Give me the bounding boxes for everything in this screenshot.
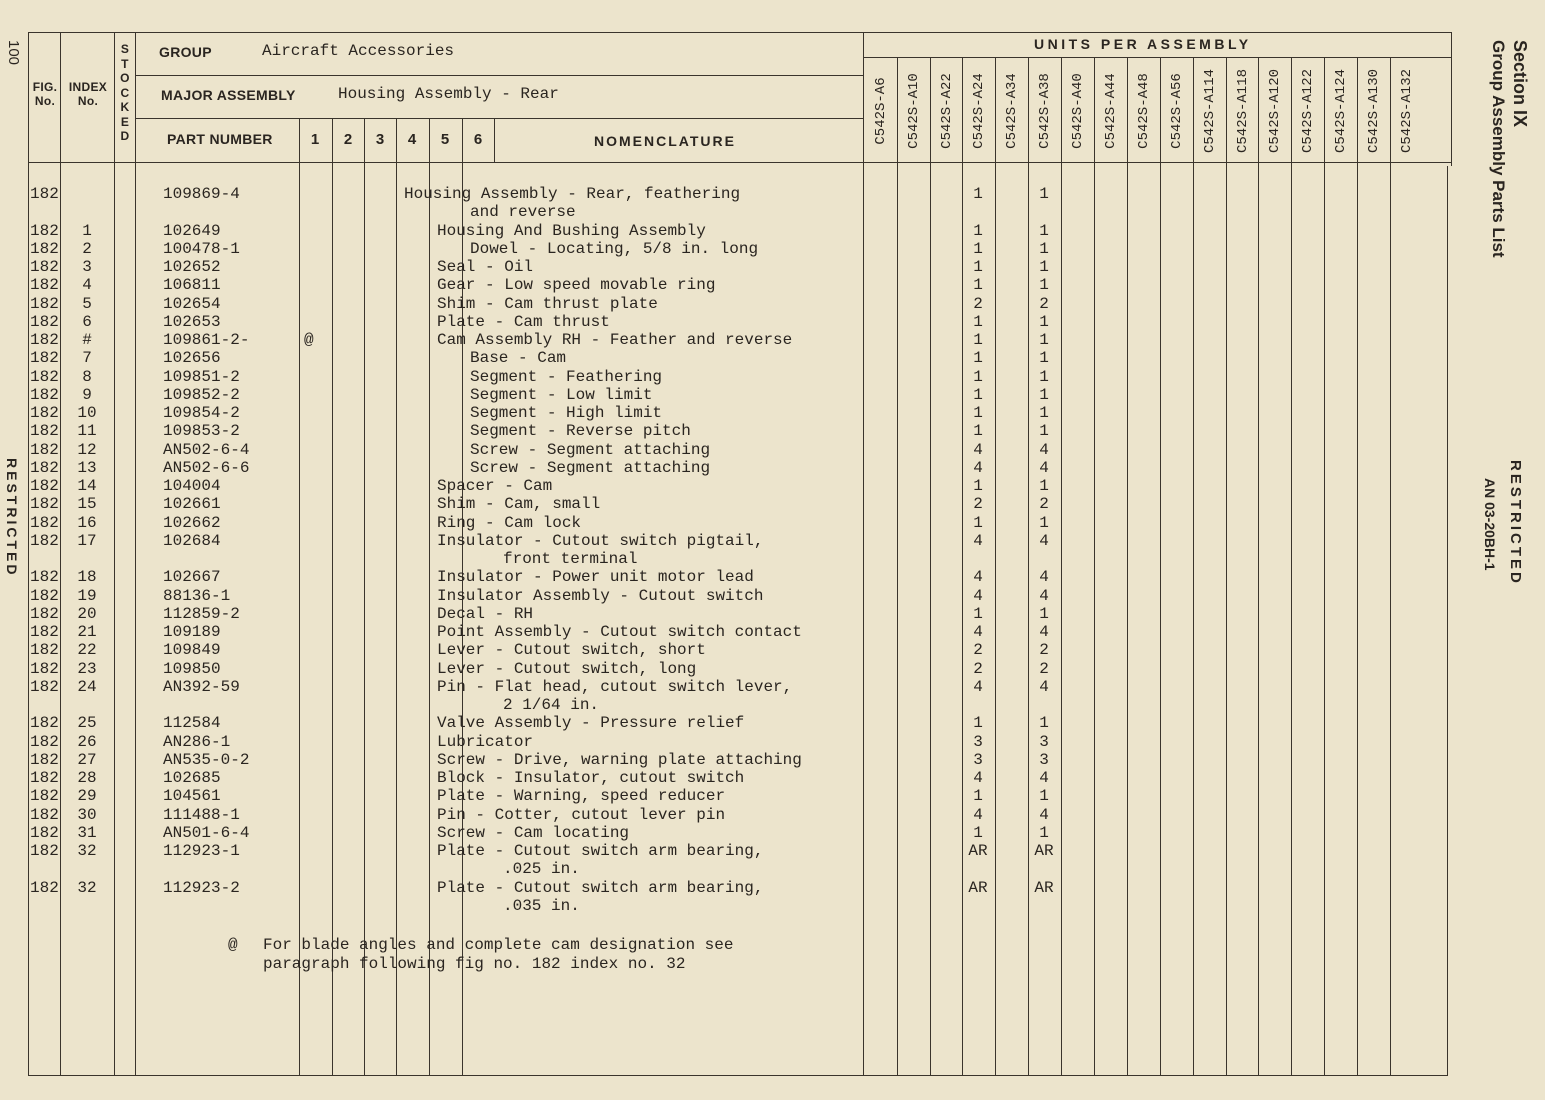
indent-level-2: 2 <box>343 131 353 148</box>
cell-a24: 2 <box>973 495 983 514</box>
cell-a38: 1 <box>1039 477 1049 495</box>
cell-part: 88136-1 <box>163 586 231 605</box>
footnote-line-1: For blade angles and complete cam designation see <box>263 936 734 954</box>
unit-column-c542s-a34: C542S-A34 <box>1004 72 1020 149</box>
cell-idx: 16 <box>77 513 97 532</box>
unit-column-c542s-a124: C542S-A124 <box>1333 68 1349 153</box>
cell-nom: Pin - Cotter, cutout lever pin <box>437 805 726 824</box>
unit-column-c542s-a22: C542S-A22 <box>939 72 955 149</box>
cell-fig: 182 <box>30 586 59 605</box>
section-title: Section IX <box>1510 40 1530 128</box>
cell-a38: 4 <box>1039 677 1049 696</box>
cell-a38: AR <box>1034 842 1054 860</box>
cell-a38: 1 <box>1039 714 1049 733</box>
cell-nom: Segment - Reverse pitch <box>470 422 691 441</box>
cell-part: 112923-2 <box>163 878 240 897</box>
cell-nom: Screw - Cam locating <box>437 823 630 842</box>
cell-idx: 14 <box>77 477 97 495</box>
cell-fig: 182 <box>30 185 59 203</box>
cell-fig: 182 <box>30 385 59 404</box>
cell-part: 102652 <box>163 258 221 276</box>
cell-fig: 182 <box>30 367 59 386</box>
indent-level-6: 6 <box>473 131 483 148</box>
cell-a24: 1 <box>973 331 983 349</box>
cell-a24: 1 <box>973 477 983 495</box>
cell-a38: 1 <box>1039 239 1049 258</box>
table-row <box>0 185 1545 203</box>
cell-part: AN502-6-6 <box>163 458 250 477</box>
cell-idx: 8 <box>82 367 92 386</box>
cell-a24: 1 <box>973 787 983 806</box>
cell-idx: 17 <box>77 531 97 550</box>
cell-a24: AR <box>968 842 988 860</box>
cell-a38: 4 <box>1039 805 1049 824</box>
cell-fig: 182 <box>30 823 59 842</box>
unit-column-c542s-a56: C542S-A56 <box>1169 72 1185 149</box>
unit-column-c542s-a44: C542S-A44 <box>1103 72 1119 149</box>
cell-nom: .035 in. <box>503 896 580 915</box>
unit-column-c542s-a122: C542S-A122 <box>1300 68 1316 153</box>
cell-idx: 30 <box>77 805 97 824</box>
cell-fig: 182 <box>30 477 59 495</box>
restricted-right: RESTRICTED <box>1507 460 1524 586</box>
cell-a24: AR <box>968 878 988 897</box>
cell-nom: Insulator Assembly - Cutout switch <box>437 586 764 605</box>
cell-a24: 1 <box>973 258 983 276</box>
cell-idx: 7 <box>82 349 92 368</box>
cell-nom: Insulator - Power unit motor lead <box>437 568 754 587</box>
cell-fig: 182 <box>30 221 59 240</box>
unit-column-c542s-a10: C542S-A10 <box>906 72 922 149</box>
cell-fig: 182 <box>30 732 59 751</box>
section-subtitle: Group Assembly Parts List <box>1489 40 1508 258</box>
cell-a24: 4 <box>973 805 983 824</box>
part-number-label: PART NUMBER <box>167 131 273 147</box>
cell-a24: 1 <box>973 714 983 733</box>
cell-fig: 182 <box>30 331 59 349</box>
cell-fig: 182 <box>30 294 59 313</box>
cell-part: 109869-4 <box>163 185 240 203</box>
cell-nom: Screw - Segment attaching <box>470 458 711 477</box>
table-row <box>0 860 1545 878</box>
cell-fig: 182 <box>30 659 59 678</box>
cell-idx: 26 <box>77 732 97 751</box>
table-row <box>0 222 1545 240</box>
cell-a38: 1 <box>1039 258 1049 276</box>
cell-a24: 1 <box>973 312 983 331</box>
cell-idx: 22 <box>77 641 97 660</box>
table-row <box>0 879 1545 897</box>
table-row <box>0 806 1545 824</box>
table-row <box>0 459 1545 477</box>
cell-nom: Pin - Flat head, cutout switch lever, <box>437 677 793 696</box>
table-row <box>0 203 1545 221</box>
cell-nom: Housing Assembly - Rear, feathering <box>404 185 741 203</box>
cell-part: 109850 <box>163 659 221 678</box>
unit-column-c542s-a132: C542S-A132 <box>1399 68 1415 153</box>
table-row <box>0 641 1545 659</box>
cell-part: 112584 <box>163 714 221 733</box>
table-row <box>0 787 1545 805</box>
cell-a38: 2 <box>1039 659 1049 678</box>
cell-part: 102656 <box>163 349 221 368</box>
cell-fig: 182 <box>30 604 59 623</box>
cell-a38: 4 <box>1039 440 1049 459</box>
cell-part: AN501-6-4 <box>163 823 250 842</box>
cell-idx: 25 <box>77 714 97 733</box>
cell-idx: 18 <box>77 568 97 587</box>
cell-fig: 182 <box>30 312 59 331</box>
cell-part: 109189 <box>163 623 221 641</box>
cell-a24: 4 <box>973 531 983 550</box>
cell-fig: 182 <box>30 513 59 532</box>
table-row <box>0 696 1545 714</box>
cell-part: 109854-2 <box>163 404 240 422</box>
cell-a38: 2 <box>1039 294 1049 313</box>
cell-nom: Shim - Cam thrust plate <box>437 294 658 313</box>
table-row <box>0 349 1545 367</box>
cell-fig: 182 <box>30 842 59 860</box>
doc-number: AN 03-20BH-1 <box>1482 478 1498 571</box>
cell-part: 109853-2 <box>163 422 240 441</box>
cell-part: AN392-59 <box>163 677 240 696</box>
unit-column-c542s-a6: C542S-A6 <box>873 76 889 145</box>
cell-idx: 5 <box>82 294 92 313</box>
indent-level-5: 5 <box>440 131 450 148</box>
cell-idx: 23 <box>77 659 97 678</box>
restricted-left: RESTRICTED <box>4 458 20 578</box>
cell-nom: Segment - Low limit <box>470 385 653 404</box>
cell-idx: 19 <box>77 586 97 605</box>
cell-a38: 1 <box>1039 404 1049 422</box>
cell-part: 104561 <box>163 787 221 806</box>
cell-idx: 32 <box>77 878 97 897</box>
cell-idx: # <box>82 331 92 349</box>
table-row <box>0 386 1545 404</box>
cell-fig: 182 <box>30 495 59 514</box>
cell-nom: Dowel - Locating, 5/8 in. long <box>470 239 759 258</box>
cell-fig: 182 <box>30 531 59 550</box>
cell-nom: front terminal <box>503 550 638 568</box>
cell-a38: 4 <box>1039 586 1049 605</box>
cell-fig: 182 <box>30 276 59 295</box>
cell-idx: 28 <box>77 769 97 787</box>
cell-nom: Block - Insulator, cutout switch <box>437 769 745 787</box>
cell-part: 102662 <box>163 513 221 532</box>
table-row <box>0 240 1545 258</box>
cell-part: 106811 <box>163 276 221 295</box>
cell-nom: Segment - High limit <box>470 404 663 422</box>
cell-idx: 31 <box>77 823 97 842</box>
cell-nom: Lever - Cutout switch, short <box>437 641 706 660</box>
cell-a38: 1 <box>1039 367 1049 386</box>
cell-fig: 182 <box>30 349 59 368</box>
cell-fig: 182 <box>30 440 59 459</box>
table-row <box>0 550 1545 568</box>
cell-a38: 1 <box>1039 513 1049 532</box>
cell-idx: 2 <box>82 239 92 258</box>
cell-nom: Screw - Segment attaching <box>470 440 711 459</box>
major-assembly-value: Housing Assembly - Rear <box>338 85 559 103</box>
cell-idx: 12 <box>77 440 97 459</box>
cell-a38: 1 <box>1039 349 1049 368</box>
cell-a38: 3 <box>1039 750 1049 769</box>
cell-nom: Housing And Bushing Assembly <box>437 221 706 240</box>
cell-nom: Screw - Drive, warning plate attaching <box>437 750 802 769</box>
nomenclature-label: NOMENCLATURE <box>594 133 736 149</box>
cell-a24: 4 <box>973 677 983 696</box>
cell-part: 109861-2- <box>163 331 250 349</box>
cell-a24: 4 <box>973 440 983 459</box>
cell-a24: 1 <box>973 604 983 623</box>
cell-fig: 182 <box>30 623 59 641</box>
cell-a24: 4 <box>973 458 983 477</box>
cell-fig: 182 <box>30 641 59 660</box>
cell-nom: Point Assembly - Cutout switch contact <box>437 623 802 641</box>
table-row <box>0 514 1545 532</box>
cell-nom: Valve Assembly - Pressure relief <box>437 714 745 733</box>
table-row <box>0 733 1545 751</box>
unit-column-c542s-a40: C542S-A40 <box>1070 72 1086 149</box>
cell-a38: 4 <box>1039 531 1049 550</box>
cell-part: 109849 <box>163 641 221 660</box>
cell-a24: 1 <box>973 513 983 532</box>
cell-part: 102661 <box>163 495 221 514</box>
cell-fig: 182 <box>30 458 59 477</box>
cell-nom: Cam Assembly RH - Feather and reverse <box>437 331 793 349</box>
table-row <box>0 258 1545 276</box>
cell-fig: 182 <box>30 805 59 824</box>
cell-a24: 4 <box>973 568 983 587</box>
cell-idx: 1 <box>82 221 92 240</box>
cell-idx: 3 <box>82 258 92 276</box>
indent-level-4: 4 <box>407 131 417 148</box>
cell-a24: 1 <box>973 221 983 240</box>
cell-fig: 182 <box>30 568 59 587</box>
cell-a24: 2 <box>973 641 983 660</box>
cell-part: 112923-1 <box>163 842 240 860</box>
table-row <box>0 897 1545 915</box>
cell-idx: 15 <box>77 495 97 514</box>
cell-fig: 182 <box>30 787 59 806</box>
table-row <box>0 295 1545 313</box>
cell-a38: AR <box>1034 878 1054 897</box>
cell-part: 102653 <box>163 312 221 331</box>
cell-a24: 3 <box>973 732 983 751</box>
unit-column-c542s-a38: C542S-A38 <box>1037 72 1053 149</box>
cell-part: AN286-1 <box>163 732 231 751</box>
cell-idx: 32 <box>77 842 97 860</box>
cell-a24: 3 <box>973 750 983 769</box>
unit-column-c542s-a114: C542S-A114 <box>1202 68 1218 153</box>
cell-fig: 182 <box>30 258 59 276</box>
cell-part: 100478-1 <box>163 239 240 258</box>
cell-fig: 182 <box>30 404 59 422</box>
cell-a38: 1 <box>1039 312 1049 331</box>
cell-a24: 1 <box>973 185 983 203</box>
cell-a38: 3 <box>1039 732 1049 751</box>
cell-part: 102684 <box>163 531 221 550</box>
cell-part: 102654 <box>163 294 221 313</box>
cell-nom: Plate - Cam thrust <box>437 312 610 331</box>
fig-no-header: FIG. No. <box>32 80 58 108</box>
cell-a24: 2 <box>973 659 983 678</box>
footnote-symbol: @ <box>228 936 238 954</box>
cell-a24: 1 <box>973 422 983 441</box>
cell-nom: Shim - Cam, small <box>437 495 601 514</box>
cell-a38: 4 <box>1039 568 1049 587</box>
cell-fig: 182 <box>30 714 59 733</box>
cell-a24: 1 <box>973 367 983 386</box>
table-row <box>0 605 1545 623</box>
cell-idx: 4 <box>82 276 92 295</box>
cell-a24: 4 <box>973 769 983 787</box>
units-per-assembly-label: UNITS PER ASSEMBLY <box>1034 36 1252 52</box>
cell-a24: 1 <box>973 276 983 295</box>
table-row <box>0 842 1545 860</box>
table-row <box>0 532 1545 550</box>
table-row <box>0 587 1545 605</box>
cell-a38: 4 <box>1039 623 1049 641</box>
table-row <box>0 313 1545 331</box>
table-row <box>0 824 1545 842</box>
unit-column-c542s-a48: C542S-A48 <box>1136 72 1152 149</box>
cell-nom: Base - Cam <box>470 349 567 368</box>
cell-fig: 182 <box>30 878 59 897</box>
cell-part: 109851-2 <box>163 367 240 386</box>
table-row <box>0 769 1545 787</box>
cell-nom: Plate - Cutout switch arm bearing, <box>437 878 764 897</box>
cell-part: 109852-2 <box>163 385 240 404</box>
cell-nom: Seal - Oil <box>437 258 534 276</box>
table-row <box>0 751 1545 769</box>
cell-a38: 1 <box>1039 823 1049 842</box>
cell-idx: 20 <box>77 604 97 623</box>
table-row <box>0 276 1545 294</box>
cell-a38: 2 <box>1039 641 1049 660</box>
cell-a38: 1 <box>1039 221 1049 240</box>
table-row <box>0 331 1545 349</box>
cell-a38: 1 <box>1039 422 1049 441</box>
cell-idx: 11 <box>77 422 97 441</box>
cell-idx: 13 <box>77 458 97 477</box>
cell-nom: 2 1/64 in. <box>503 696 600 714</box>
cell-nom: Gear - Low speed movable ring <box>437 276 716 295</box>
cell-a24: 4 <box>973 623 983 641</box>
table-row <box>0 568 1545 586</box>
cell-a38: 4 <box>1039 769 1049 787</box>
cell-fig: 182 <box>30 750 59 769</box>
cell-part: 111488-1 <box>163 805 240 824</box>
cell-a24: 1 <box>973 385 983 404</box>
table-row <box>0 660 1545 678</box>
cell-a38: 4 <box>1039 458 1049 477</box>
cell-a38: 1 <box>1039 185 1049 203</box>
group-value: Aircraft Accessories <box>262 42 455 60</box>
cell-part: 112859-2 <box>163 604 240 623</box>
cell-nom: Decal - RH <box>437 604 534 623</box>
cell-nom: and reverse <box>470 203 576 222</box>
cell-idx: 9 <box>82 385 92 404</box>
cell-idx: 27 <box>77 750 97 769</box>
cell-part: 102685 <box>163 769 221 787</box>
cell-part: 102649 <box>163 221 221 240</box>
page-number: 100 <box>5 40 22 66</box>
unit-column-c542s-a120: C542S-A120 <box>1267 68 1283 153</box>
cell-nom: Lever - Cutout switch, long <box>437 659 697 678</box>
cell-a38: 1 <box>1039 385 1049 404</box>
cell-idx: 6 <box>82 312 92 331</box>
cell-part: AN535-0-2 <box>163 750 250 769</box>
cell-nom: Plate - Cutout switch arm bearing, <box>437 842 764 860</box>
cell-fig: 182 <box>30 422 59 441</box>
table-row <box>0 422 1545 440</box>
cell-a24: 1 <box>973 239 983 258</box>
cell-idx: 21 <box>77 623 97 641</box>
table-row <box>0 477 1545 495</box>
cell-idx: 29 <box>77 787 97 806</box>
cell-nom: .025 in. <box>503 860 580 879</box>
table-row <box>0 623 1545 641</box>
table-row <box>0 368 1545 386</box>
major-assembly-label: MAJOR ASSEMBLY <box>161 87 296 103</box>
footnote-line-2: paragraph following fig no. 182 index no. 32 <box>263 955 686 973</box>
cell-nom: Plate - Warning, speed reducer <box>437 787 726 806</box>
cell-nom: Lubricator <box>437 732 534 751</box>
cell-nom: Segment - Feathering <box>470 367 663 386</box>
group-label: GROUP <box>159 44 212 60</box>
cell-a24: 1 <box>973 404 983 422</box>
cell-part: 104004 <box>163 477 221 495</box>
cell-fig: 182 <box>30 677 59 696</box>
indent-level-1: 1 <box>310 131 320 148</box>
cell-a38: 1 <box>1039 787 1049 806</box>
table-row <box>0 714 1545 732</box>
unit-column-c542s-a24: C542S-A24 <box>971 72 987 149</box>
table-row <box>0 678 1545 696</box>
cell-mark: @ <box>304 331 314 349</box>
indent-level-3: 3 <box>375 131 385 148</box>
cell-nom: Insulator - Cutout switch pigtail, <box>437 531 764 550</box>
cell-nom: Spacer - Cam <box>437 477 553 495</box>
cell-a38: 1 <box>1039 276 1049 295</box>
cell-a24: 1 <box>973 823 983 842</box>
index-no-header: INDEX No. <box>68 80 108 108</box>
cell-part: AN502-6-4 <box>163 440 250 459</box>
unit-column-c542s-a130: C542S-A130 <box>1366 68 1382 153</box>
cell-part: 102667 <box>163 568 221 587</box>
cell-a38: 1 <box>1039 331 1049 349</box>
table-row <box>0 404 1545 422</box>
stocked-header: S T O C K E D <box>120 42 130 143</box>
cell-a38: 2 <box>1039 495 1049 514</box>
cell-fig: 182 <box>30 239 59 258</box>
cell-idx: 24 <box>77 677 97 696</box>
cell-a24: 4 <box>973 586 983 605</box>
table-row <box>0 441 1545 459</box>
cell-nom: Ring - Cam lock <box>437 513 582 532</box>
table-row <box>0 495 1545 513</box>
cell-a24: 2 <box>973 294 983 313</box>
unit-column-c542s-a118: C542S-A118 <box>1235 68 1251 153</box>
cell-idx: 10 <box>77 404 97 422</box>
cell-fig: 182 <box>30 769 59 787</box>
cell-a24: 1 <box>973 349 983 368</box>
cell-a38: 1 <box>1039 604 1049 623</box>
